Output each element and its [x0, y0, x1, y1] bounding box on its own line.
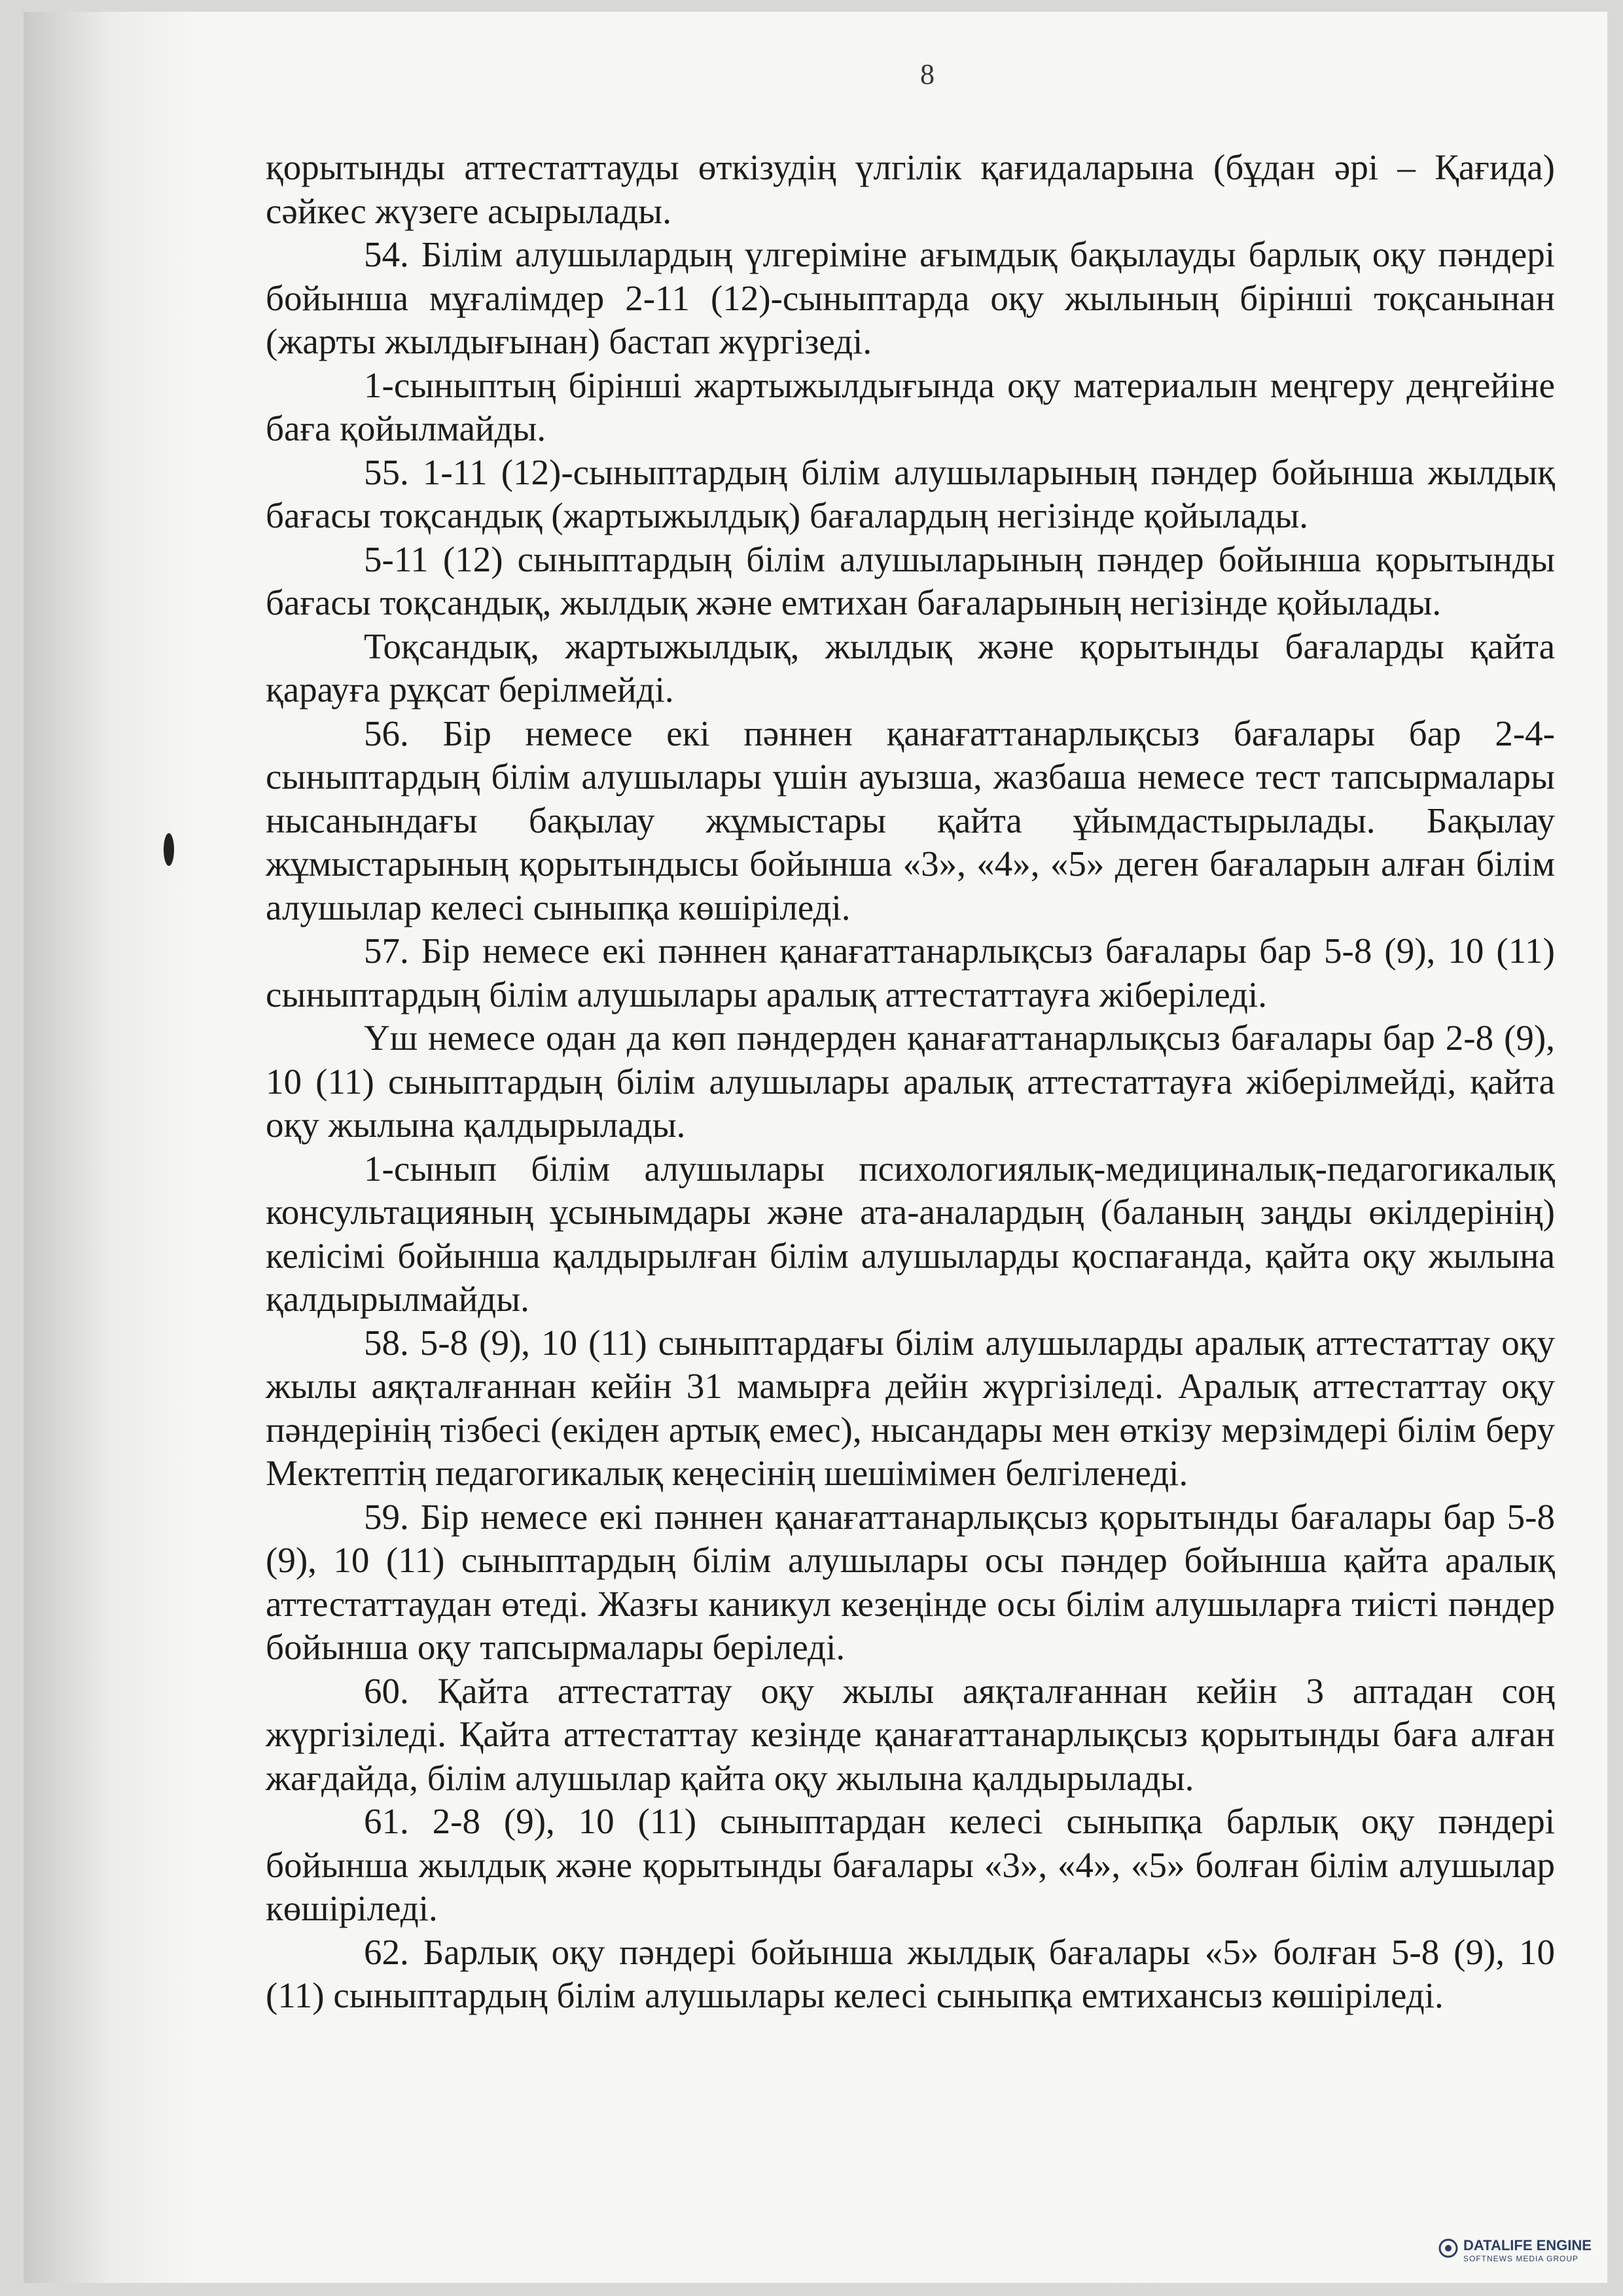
paragraph-58: 58. 5-8 (9), 10 (11) сыныптардағы білім алушыларды аралық аттестаттау оқу жылы аяқталғаннан кейін 31 мамырға дейін жүргізіледі. Аралық аттестаттау оқу пәндерінің тізбесі (екіден артық емес), нысандары мен өткізу мерзімдері білім беру Мектептің педагогикалық кеңесінің шешімімен белгіленеді. — [266, 1322, 1555, 1493]
paragraph-57: 57. Бір немесе екі пәннен қанағаттанарлықсыз бағалары бар 5-8 (9), 10 (11) сыныптардың білім алушылары аралық аттестаттауға жіберіледі. — [266, 931, 1555, 1014]
paragraph-57-first-grade: 1-сынып білім алушылары психологиялық-медициналық-педагогикалық консультацияның ұсынымдары және ата-аналардың (баланың заңды өкілдерінің) келісімі бойынша қалдырылған білім алушыларды қоспағанда, қайта оқу жылына қалдырылмайды. — [266, 1148, 1555, 1319]
paragraph-55-no-review: Тоқсандық, жартыжылдық, жылдық және қорытынды бағаларды қайта қарауға рұқсат берілмейді. — [266, 626, 1555, 709]
datalife-engine-watermark — [1463, 2237, 1592, 2263]
paragraph-55-final-grade: 5-11 (12) сыныптардың білім алушыларының пәндер бойынша қорытынды бағасы тоқсандық, жылдық және емтихан бағаларының негізінде қойылады. — [266, 539, 1555, 622]
watermark-subtitle: SOFTNEWS MEDIA GROUP — [1463, 2254, 1579, 2263]
page-number: 8 — [920, 58, 935, 90]
paragraph-62: 62. Барлық оқу пәндері бойынша жылдық бағалары «5» болған 5-8 (9), 10 (11) сыныптардың білім алушылары келесі сыныпқа емтихансыз көшіріледі. — [266, 1931, 1555, 2015]
paragraph-60: 60. Қайта аттестаттау оқу жылы аяқталғаннан кейін 3 аптадан соң жүргізіледі. Қайта аттестаттау кезінде қанағаттанарлықсыз қорытынды баға алған жағдайда, білім алушылар қайта оқу жылына қалдырылады. — [266, 1670, 1555, 1798]
datalife-logo-icon — [1438, 2238, 1458, 2258]
bleed-through-edge — [24, 12, 109, 2283]
ink-spot — [164, 833, 174, 866]
paragraph-54-note: 1-сыныптың бірінші жартыжылдығында оқу материалын меңгеру деңгейіне баға қойылмайды. — [266, 365, 1555, 448]
paragraph-59: 59. Бір немесе екі пәннен қанағаттанарлықсыз қорытынды бағалары бар 5-8 (9), 10 (11) сыныптардың білім алушылары осы пәндер бойынша қайта аралық аттестаттаудан өтеді. Жазғы каникул кезеңінде осы білім алушыларға тиісті пәндер бойынша оқу тапсырмалары беріледі. — [266, 1496, 1555, 1667]
watermark-title: DATALIFE ENGINE — [1463, 2237, 1592, 2253]
paragraph-56: 56. Бір немесе екі пәннен қанағаттанарлықсыз бағалары бар 2-4-сыныптардың білім алушылары үшін ауызша, жазбаша немесе тест тапсырмалары нысанындағы бақылау жұмыстары қайта ұйымдастырылады. Бақылау жұмыстарының қорытындысы бойынша «3», «4», «5» деген бағаларын алған білім алушылар келесі сыныпқа көшіріледі. — [266, 713, 1555, 927]
paragraph-55: 55. 1-11 (12)-сыныптардың білім алушыларының пәндер бойынша жылдық бағасы тоқсандық (жартыжылдық) бағалардың негізінде қойылады. — [266, 452, 1555, 535]
document-body — [266, 146, 1555, 2018]
paragraph-57-three-subjects: Үш немесе одан да көп пәндерден қанағаттанарлықсыз бағалары бар 2-8 (9), 10 (11) сыныптардың білім алушылары аралық аттестаттауға жіберілмейді, қайта оқу жылына қалдырылады. — [266, 1018, 1555, 1145]
scanned-page — [24, 12, 1607, 2283]
paragraph-continuation: қорытынды аттестаттауды өткізудің үлгілік қағидаларына (бұдан әрі – Қағида) сәйкес жүзеге асырылады. — [266, 147, 1555, 231]
paragraph-61: 61. 2-8 (9), 10 (11) сыныптардан келесі сыныпқа барлық оқу пәндері бойынша жылдық және қорытынды бағалары «3», «4», «5» болған білім алушылар көшіріледі. — [266, 1801, 1555, 1928]
paragraph-54: 54. Білім алушылардың үлгеріміне ағымдық бақылауды барлық оқу пәндері бойынша мұғалімдер 2-11 (12)-сыныптарда оқу жылының бірінші тоқсанынан (жарты жылдығынан) бастап жүргізеді. — [266, 234, 1555, 361]
